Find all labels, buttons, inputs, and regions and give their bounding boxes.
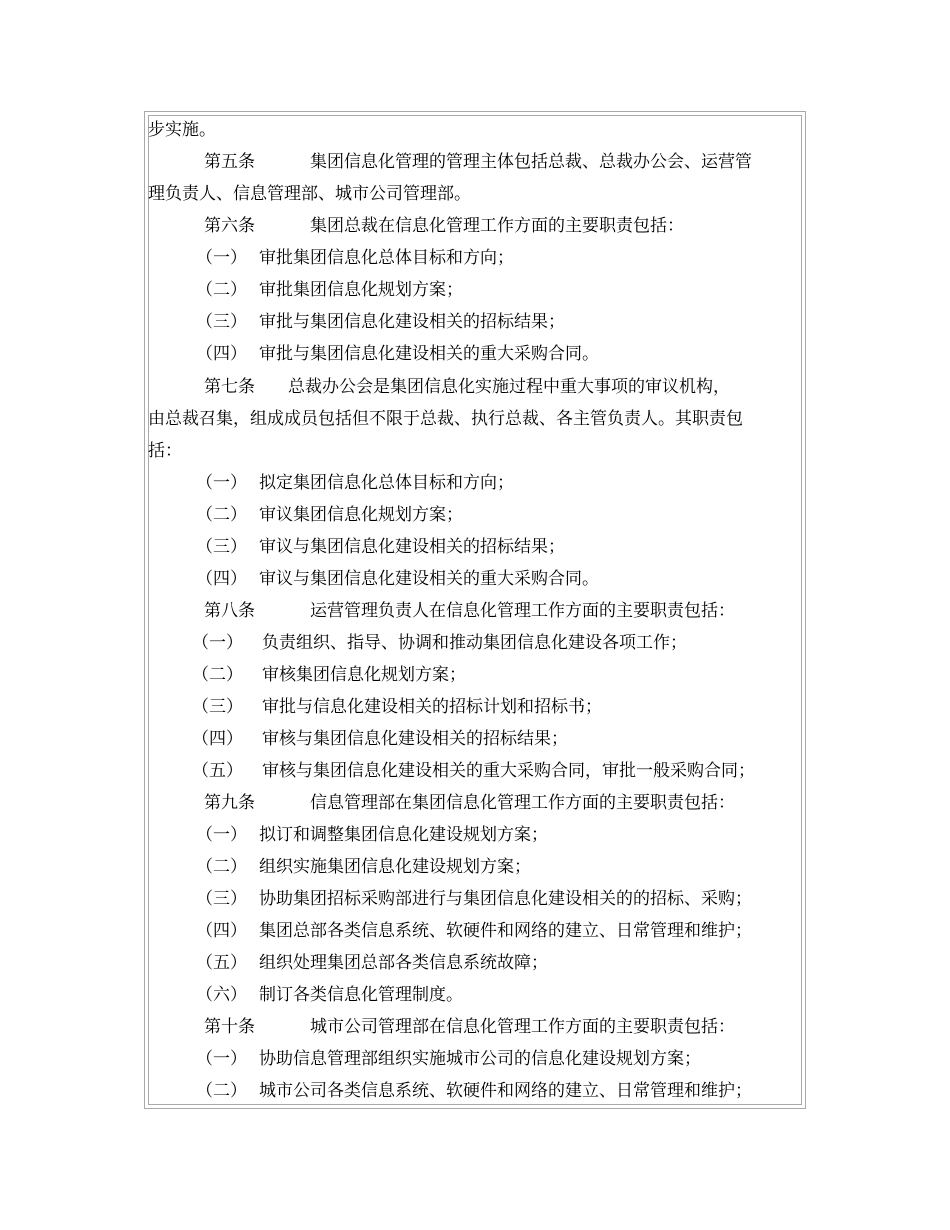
list-item: （四） 审议与集团信息化建设相关的重大采购合同。 <box>196 569 599 589</box>
article-text: 集团总裁在信息化管理工作方面的主要职责包括： <box>310 216 684 236</box>
list-item: （二） 审批集团信息化规划方案； <box>196 280 463 300</box>
article-number: 第七条 <box>204 377 255 397</box>
article-text: 信息管理部在集团信息化管理工作方面的主要职责包括： <box>310 793 735 813</box>
text-line: 步实施。 <box>148 120 216 140</box>
list-item: （一） 拟订和调整集团信息化建设规划方案； <box>196 825 548 845</box>
article-text: 总裁办公会是集团信息化实施过程中重大事项的审议机构， <box>288 377 730 397</box>
article-7 <box>148 371 808 403</box>
list-item: （三） 审议与集团信息化建设相关的招标结果； <box>196 537 565 557</box>
list-item: （五） 组织处理集团总部各类信息系统故障； <box>196 953 548 973</box>
article-10 <box>148 1011 808 1043</box>
list-item: （二） 组织实施集团信息化建设规划方案； <box>196 857 531 877</box>
list-item: （六） 制订各类信息化管理制度。 <box>196 985 463 1005</box>
list-item: （三） 审批与信息化建设相关的招标计划和招标书； <box>192 697 602 717</box>
article-number: 第五条 <box>204 152 255 172</box>
list-item: （一） 负责组织、指导、协调和推动集团信息化建设各项工作； <box>192 633 687 653</box>
article-text: 运营管理负责人在信息化管理工作方面的主要职责包括： <box>310 601 735 621</box>
list-item: （一） 协助信息管理部组织实施城市公司的信息化建设规划方案； <box>196 1049 701 1069</box>
article-8 <box>148 595 808 627</box>
article-number: 第八条 <box>204 601 255 621</box>
text-line: 由总裁召集，组成成员包括但不限于总裁、执行总裁、各主管负责人。其职责包 <box>148 409 743 429</box>
article-9 <box>148 787 808 819</box>
list-item: （二） 审议集团信息化规划方案； <box>196 505 463 525</box>
list-item: （二） 城市公司各类信息系统、软硬件和网络的建立、日常管理和维护； <box>196 1081 752 1101</box>
list-item: （五） 审核与集团信息化建设相关的重大采购合同，审批一般采购合同； <box>192 761 755 781</box>
article-number: 第六条 <box>204 216 255 236</box>
article-number: 第九条 <box>204 793 255 813</box>
text-line: 理负责人、信息管理部、城市公司管理部。 <box>148 184 471 204</box>
article-number: 第十条 <box>204 1017 255 1037</box>
list-item: （一） 拟定集团信息化总体目标和方向； <box>196 473 514 493</box>
list-item: （四） 审批与集团信息化建设相关的重大采购合同。 <box>196 344 599 364</box>
article-5 <box>148 146 808 178</box>
article-text: 城市公司管理部在信息化管理工作方面的主要职责包括： <box>310 1017 735 1037</box>
article-text: 集团信息化管理的管理主体包括总裁、总裁办公会、运营管 <box>310 152 752 172</box>
list-item: （四） 审核与集团信息化建设相关的招标结果； <box>192 729 568 749</box>
list-item: （四） 集团总部各类信息系统、软硬件和网络的建立、日常管理和维护； <box>196 921 752 941</box>
text-line: 括： <box>148 441 182 461</box>
list-item: （一） 审批集团信息化总体目标和方向； <box>196 248 514 268</box>
list-item: （三） 协助集团招标采购部进行与集团信息化建设相关的的招标、采购； <box>196 889 752 909</box>
article-6 <box>148 210 808 242</box>
list-item: （三） 审批与集团信息化建设相关的招标结果； <box>196 312 565 332</box>
list-item: （二） 审核集团信息化规划方案； <box>192 665 466 685</box>
